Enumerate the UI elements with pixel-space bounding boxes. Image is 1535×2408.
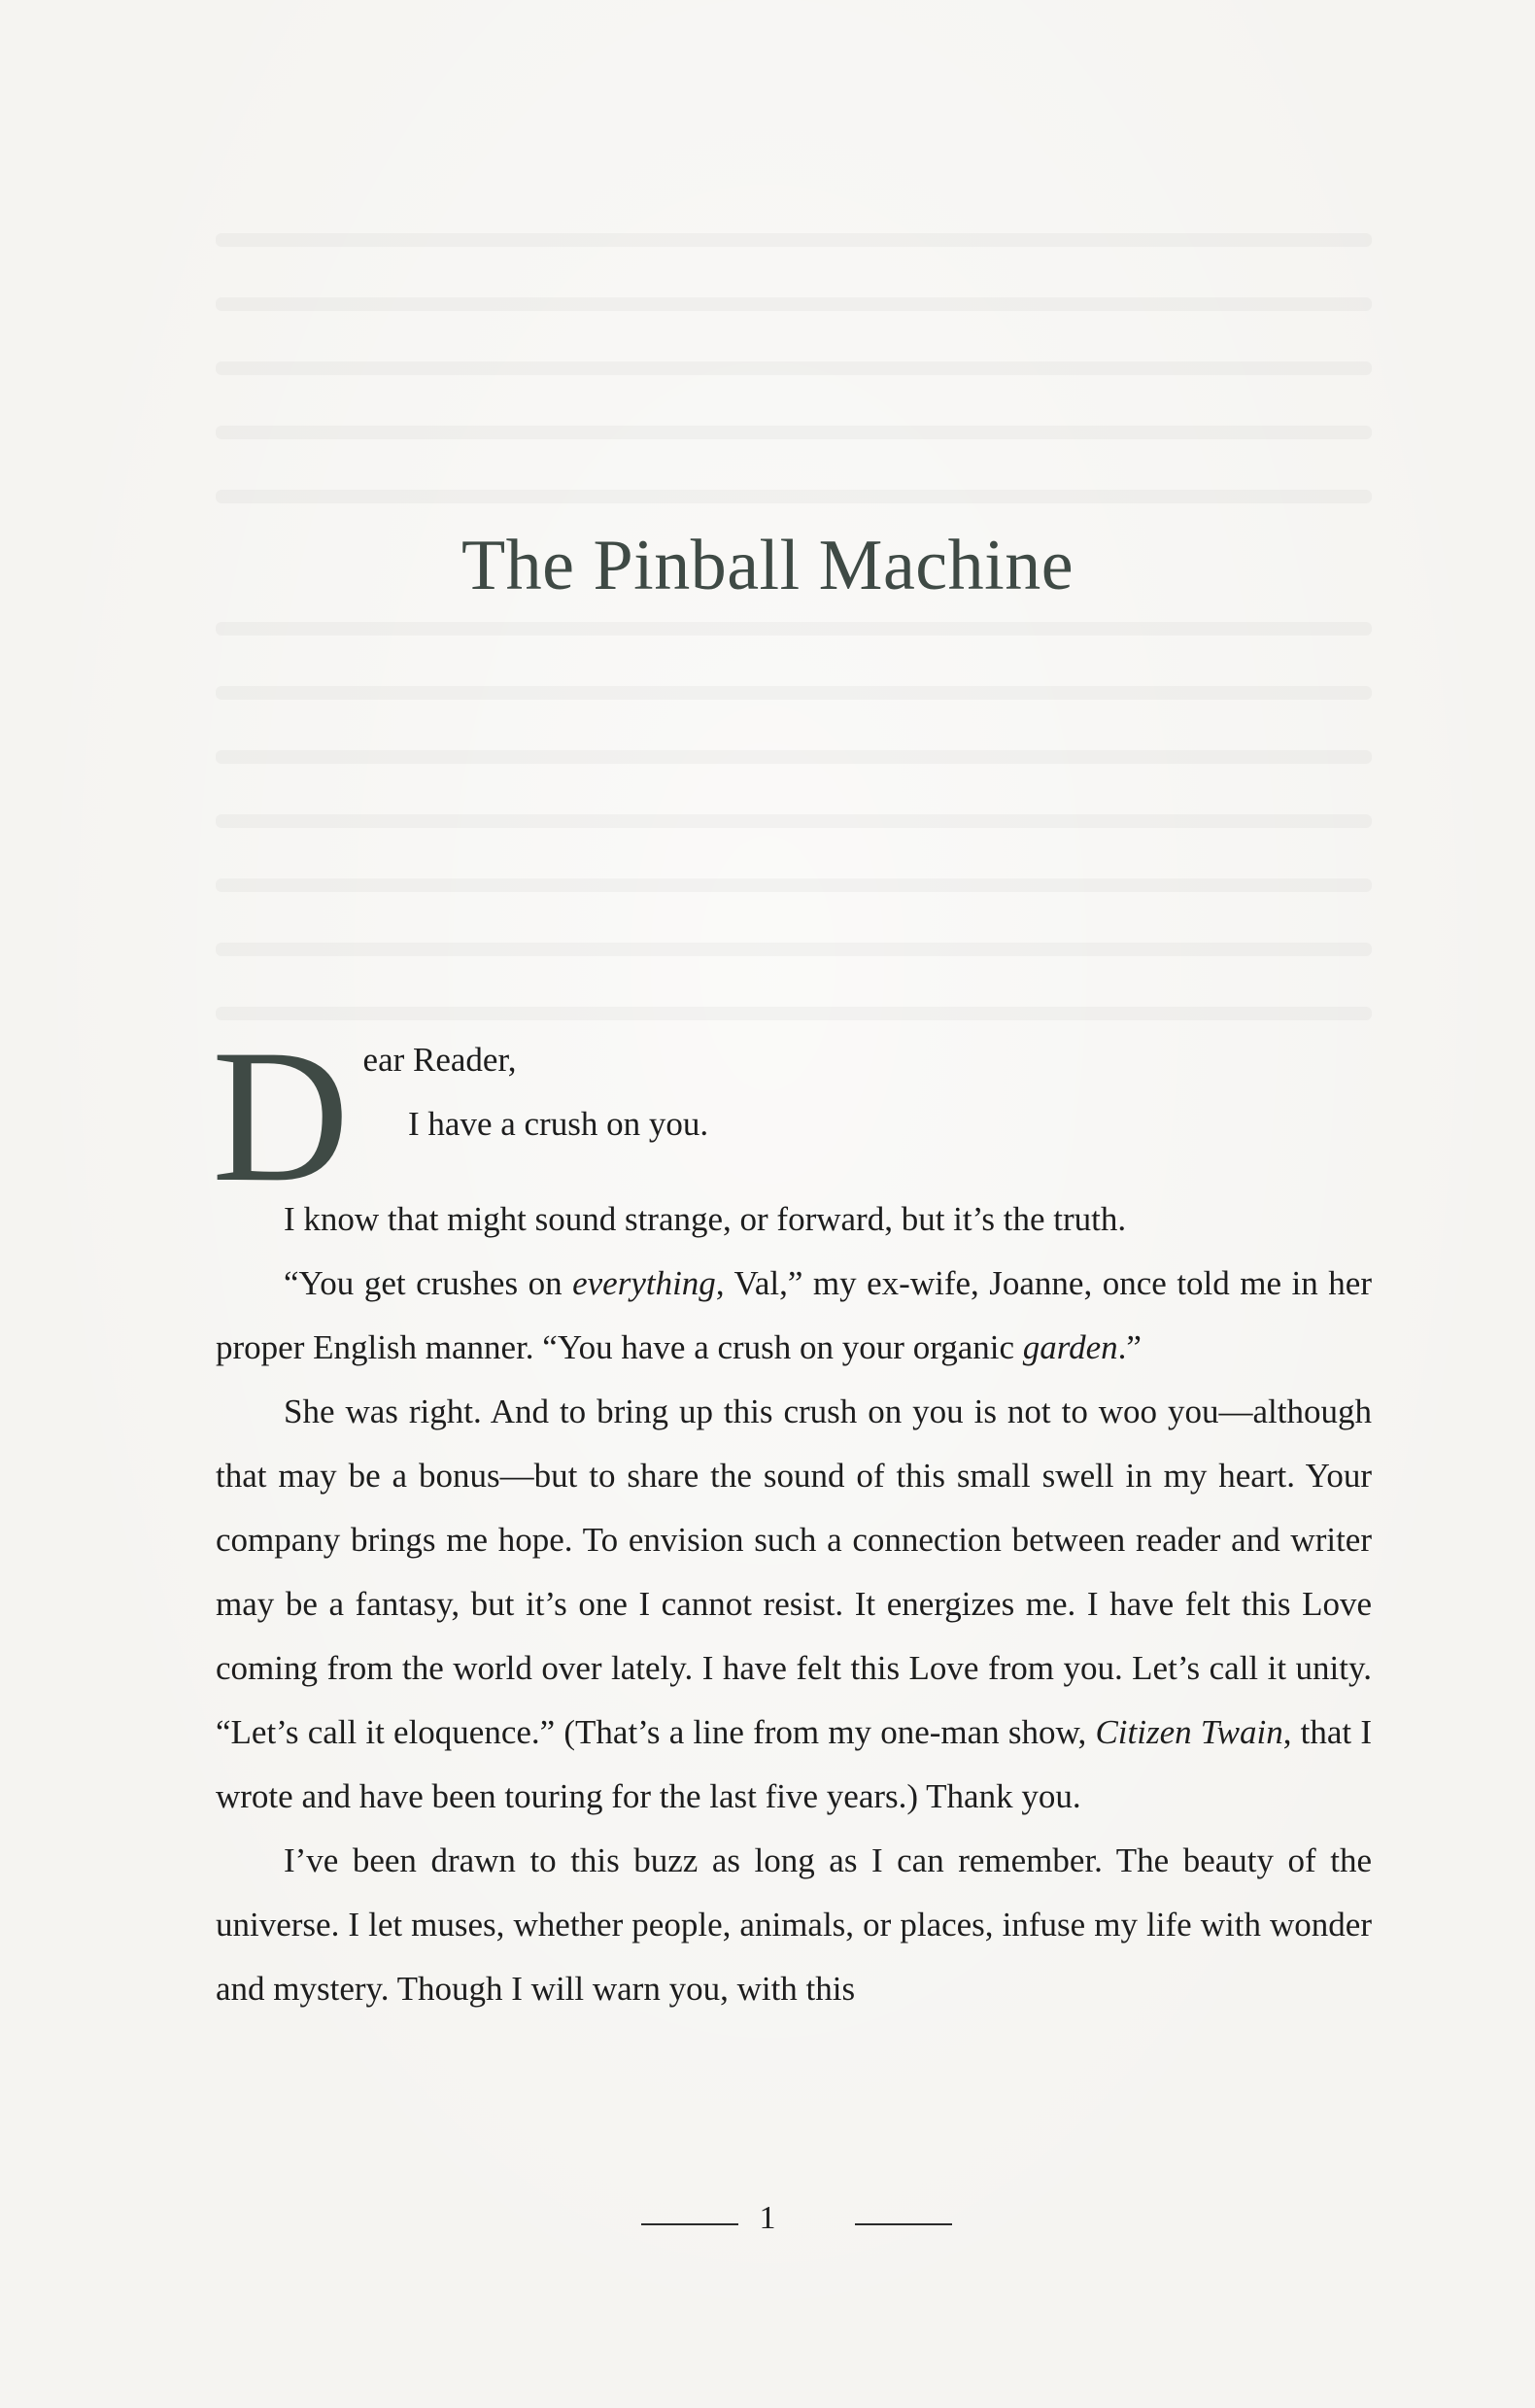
show-through-line xyxy=(216,622,1372,636)
paragraph-1 xyxy=(216,1092,1372,1156)
show-through-line xyxy=(216,490,1372,503)
show-through-line xyxy=(216,297,1372,311)
chapter-title: The Pinball Machine xyxy=(460,526,1074,605)
paragraph-text: .” xyxy=(1117,1328,1142,1366)
show-through-line xyxy=(216,426,1372,439)
paragraph-text: “You get crushes on xyxy=(284,1264,573,1302)
salutation xyxy=(216,1028,1372,1092)
drop-cap: D xyxy=(212,1011,350,1221)
footer-rule-left xyxy=(641,2223,738,2225)
paragraph-3 xyxy=(216,1252,1372,1380)
paragraph-text: I know that might sound strange, or forward, but it’s the truth. xyxy=(284,1200,1127,1238)
paragraph-text: , that I wrote and have been touring for the last five years.) Thank you. xyxy=(216,1713,1372,1815)
letter-body xyxy=(212,1011,1372,2021)
show-title: Citizen Twain xyxy=(1095,1713,1283,1751)
paragraph-text: I’ve been drawn to this buzz as long as I can remember. The beauty of the universe. I let muses, whether people, animals, or places, infuse my life with wonder and mystery. Though I will warn you, with this xyxy=(216,1841,1372,2008)
show-through-line xyxy=(216,686,1372,700)
paragraph-text: , Val,” my ex-wife, Joanne, once told me in her proper English manner. “You have a crush on your organic xyxy=(216,1264,1372,1366)
paragraph-4 xyxy=(216,1380,1372,1829)
footer-rule-right xyxy=(855,2223,952,2225)
paragraph-5 xyxy=(216,1829,1372,2021)
paragraph-text: I have a crush on you. xyxy=(408,1105,709,1143)
show-through-line xyxy=(216,750,1372,764)
paragraph-2 xyxy=(216,1187,1372,1252)
paragraph-emphasis: everything xyxy=(572,1264,716,1302)
show-through-line xyxy=(216,233,1372,247)
show-through-line xyxy=(216,878,1372,892)
salutation-text: ear Reader, xyxy=(362,1041,517,1079)
show-through-line xyxy=(216,814,1372,828)
paragraph-emphasis: garden xyxy=(1022,1328,1118,1366)
page-footer xyxy=(0,2200,1535,2249)
paragraph-text: She was right. And to bring up this crush on you is not to woo you—although that may be a bonus—but to share the sound of this small swell in my heart. Your company brings me hope. To envision such a connection between reader and writer may be a fantasy, but it’s one I cannot resist. It energizes me. I have felt this Love coming from the world over lately. I have felt this Love from you. Let’s call it unity. “Let’s call it eloquence.” (That’s a line from my one-man show, xyxy=(216,1393,1372,1751)
show-through-line xyxy=(216,943,1372,956)
show-through-line xyxy=(216,1007,1372,1020)
show-through-line xyxy=(216,361,1372,375)
page-number: 1 xyxy=(759,2200,776,2236)
